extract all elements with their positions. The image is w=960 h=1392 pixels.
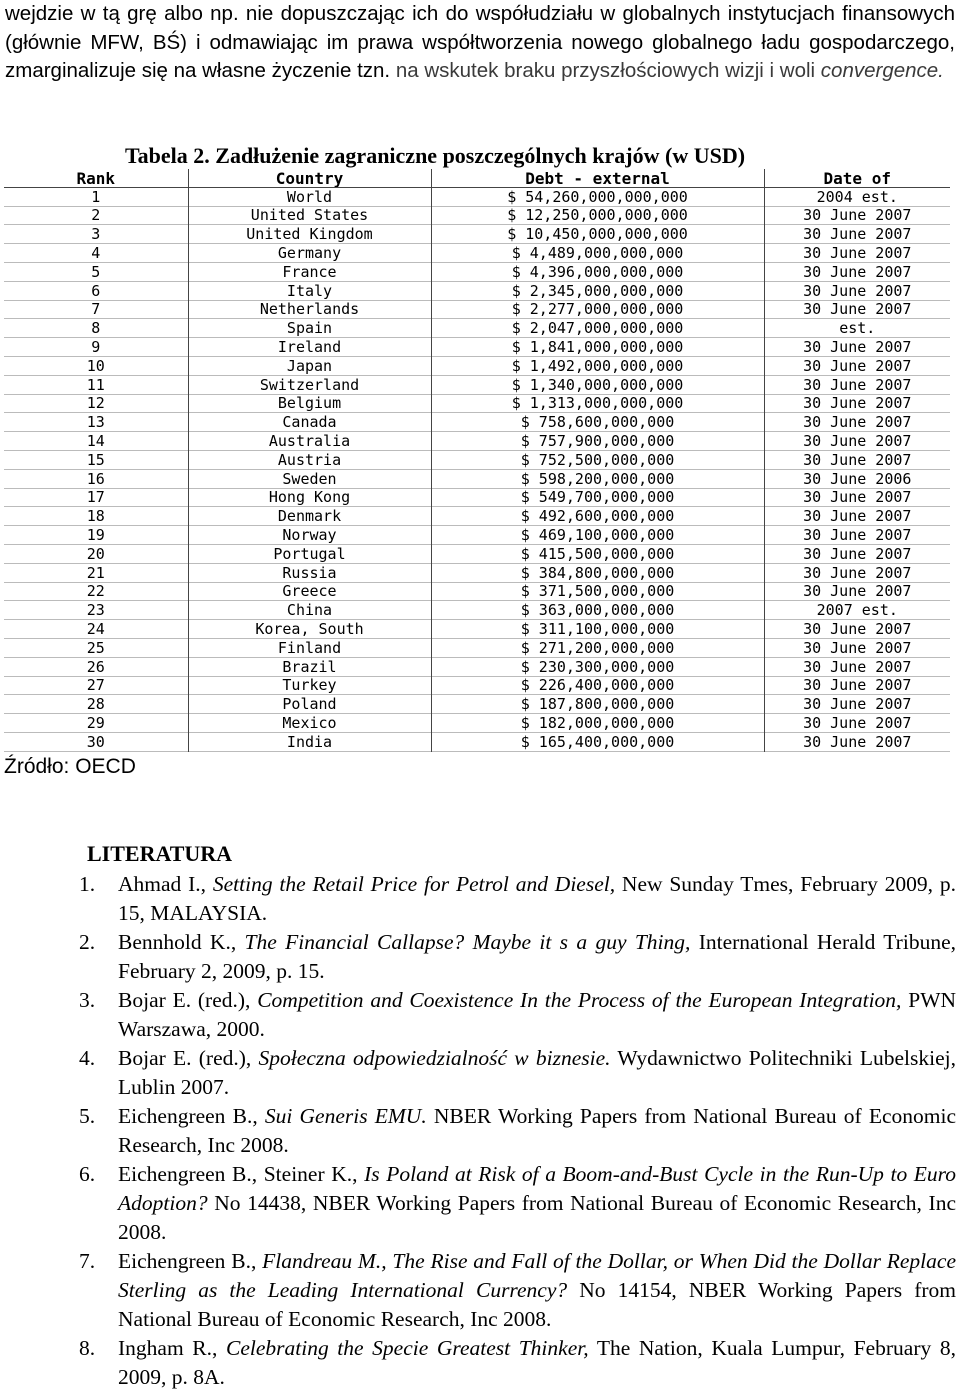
- country-cell: United Kingdom: [188, 225, 431, 244]
- debt-cell: $ 54,260,000,000,000: [431, 187, 764, 206]
- reference-title: Sui Generis EMU.: [264, 1104, 427, 1128]
- debt-cell: $ 549,700,000,000: [431, 488, 764, 507]
- date-cell: est.: [764, 319, 950, 338]
- rank-cell: 22: [4, 582, 188, 601]
- country-cell: Sweden: [188, 469, 431, 488]
- date-cell: 30 June 2007: [764, 695, 950, 714]
- table-row: [4, 657, 950, 676]
- debt-cell: $ 182,000,000,000: [431, 714, 764, 733]
- column-header-country: Country: [188, 169, 431, 187]
- table-row: [4, 638, 950, 657]
- country-cell: Ireland: [188, 338, 431, 357]
- reference-number: 4.: [79, 1046, 96, 1070]
- debt-cell: $ 1,340,000,000,000: [431, 375, 764, 394]
- table-row: [4, 300, 950, 319]
- intro-text: wejdzie w tą grę albo np. nie dopuszczając ich do współudziału w globalnych instytucjach finansowych (głównie MFW, BŚ) i odmawiając im prawa współtworzenia nowego globalnego ładu gospodarczego, zmarginalizuje się na własne życzenie tzn.: [5, 2, 955, 82]
- table-row: [4, 206, 950, 225]
- reference-title: Flandreau M., The Rise and Fall of the Dollar, or When Did the Dollar Replace Sterling as the Leading International Currency?: [118, 1249, 956, 1302]
- country-cell: Brazil: [188, 657, 431, 676]
- reference-author: Ingham R.,: [118, 1336, 218, 1360]
- reference-details: No 14154, NBER Working Papers from National Bureau of Economic Research, Inc 2008.: [118, 1278, 957, 1331]
- date-cell: 30 June 2007: [764, 657, 950, 676]
- country-cell: India: [188, 732, 431, 751]
- rank-cell: 17: [4, 488, 188, 507]
- table-row: [4, 281, 950, 300]
- reference-item: [0, 1102, 956, 1160]
- country-cell: Mexico: [188, 714, 431, 733]
- reference-title: Competition and Coexistence In the Process of the European Integration,: [257, 988, 902, 1012]
- country-cell: Japan: [188, 356, 431, 375]
- reference-item: [0, 1044, 956, 1102]
- country-cell: United States: [188, 206, 431, 225]
- country-cell: Netherlands: [188, 300, 431, 319]
- rank-cell: 10: [4, 356, 188, 375]
- rank-cell: 3: [4, 225, 188, 244]
- rank-cell: 16: [4, 469, 188, 488]
- rank-cell: 23: [4, 601, 188, 620]
- date-cell: 30 June 2007: [764, 375, 950, 394]
- country-cell: Spain: [188, 319, 431, 338]
- table-row: [4, 601, 950, 620]
- date-cell: 30 June 2007: [764, 732, 950, 751]
- table-row: [4, 450, 950, 469]
- references-list: [0, 870, 956, 1392]
- date-cell: 30 June 2007: [764, 413, 950, 432]
- date-cell: 30 June 2007: [764, 300, 950, 319]
- reference-title: Setting the Retail Price for Petrol and Diesel,: [212, 872, 616, 896]
- debt-cell: $ 2,277,000,000,000: [431, 300, 764, 319]
- reference-author: Eichengreen B.,: [118, 1104, 258, 1128]
- country-cell: Germany: [188, 244, 431, 263]
- country-cell: Poland: [188, 695, 431, 714]
- date-cell: 30 June 2007: [764, 432, 950, 451]
- reference-details: The Nation, Kuala Lumpur, February 8, 2009, p. 8A.: [118, 1336, 956, 1389]
- debt-cell: $ 1,492,000,000,000: [431, 356, 764, 375]
- rank-cell: 13: [4, 413, 188, 432]
- reference-details: NBER Working Papers from National Bureau of Economic Research, Inc 2008.: [118, 1104, 957, 1157]
- table-row: [4, 620, 950, 639]
- reference-author: Eichengreen B., Steiner K.,: [118, 1162, 358, 1186]
- country-cell: Australia: [188, 432, 431, 451]
- external-debt-table: [4, 169, 950, 752]
- literature-heading: LITERATURA: [87, 841, 233, 866]
- debt-cell: $ 311,100,000,000: [431, 620, 764, 639]
- reference-details: New Sunday Tmes, February 2009, p. 15, MALAYSIA.: [118, 872, 957, 925]
- reference-author: Bojar E. (red.),: [118, 1046, 252, 1070]
- debt-cell: $ 271,200,000,000: [431, 638, 764, 657]
- date-cell: 30 June 2007: [764, 563, 950, 582]
- table-row: [4, 244, 950, 263]
- table-caption: Tabela 2. Zadłużenie zagraniczne poszczególnych krajów (w USD): [125, 143, 746, 168]
- reference-number: 6.: [79, 1162, 96, 1186]
- country-cell: Portugal: [188, 544, 431, 563]
- table-row: [4, 544, 950, 563]
- debt-cell: $ 469,100,000,000: [431, 526, 764, 545]
- rank-cell: 4: [4, 244, 188, 263]
- country-cell: China: [188, 601, 431, 620]
- table-row: [4, 526, 950, 545]
- date-cell: 2004 est.: [764, 187, 950, 206]
- table-body: [4, 187, 950, 751]
- country-cell: Belgium: [188, 394, 431, 413]
- reference-number: 1.: [79, 872, 96, 896]
- table-row: [4, 507, 950, 526]
- date-cell: 30 June 2007: [764, 714, 950, 733]
- date-cell: 30 June 2007: [764, 225, 950, 244]
- reference-details: International Herald Tribune, February 2, 2009, p. 15.: [118, 930, 956, 983]
- date-cell: 30 June 2007: [764, 488, 950, 507]
- debt-cell: $ 4,396,000,000,000: [431, 262, 764, 281]
- date-cell: 30 June 2006: [764, 469, 950, 488]
- table-row: [4, 187, 950, 206]
- date-cell: 30 June 2007: [764, 394, 950, 413]
- country-cell: Denmark: [188, 507, 431, 526]
- intro-tail: na wskutek braku przyszłościowych wizji i woli: [395, 59, 816, 82]
- debt-cell: $ 384,800,000,000: [431, 563, 764, 582]
- rank-cell: 9: [4, 338, 188, 357]
- date-cell: 30 June 2007: [764, 544, 950, 563]
- date-cell: 30 June 2007: [764, 676, 950, 695]
- debt-cell: $ 226,400,000,000: [431, 676, 764, 695]
- rank-cell: 7: [4, 300, 188, 319]
- debt-cell: $ 1,313,000,000,000: [431, 394, 764, 413]
- reference-title: Is Poland at Risk of a Boom-and-Bust Cycle in the Run-Up to Euro Adoption?: [118, 1162, 957, 1215]
- table-row: [4, 432, 950, 451]
- date-cell: 30 June 2007: [764, 620, 950, 639]
- debt-cell: $ 598,200,000,000: [431, 469, 764, 488]
- reference-number: 7.: [79, 1249, 96, 1273]
- column-header-debt: Debt - external: [431, 169, 764, 187]
- reference-details: Wydawnictwo Politechniki Lubelskiej, Lublin 2007.: [118, 1046, 956, 1099]
- country-cell: Norway: [188, 526, 431, 545]
- table-row: [4, 695, 950, 714]
- reference-title: Celebrating the Specie Greatest Thinker,: [225, 1336, 589, 1360]
- country-cell: Korea, South: [188, 620, 431, 639]
- rank-cell: 19: [4, 526, 188, 545]
- country-cell: Switzerland: [188, 375, 431, 394]
- table-row: [4, 488, 950, 507]
- reference-number: 5.: [79, 1104, 96, 1128]
- debt-cell: $ 2,345,000,000,000: [431, 281, 764, 300]
- table-row: [4, 394, 950, 413]
- reference-details: PWN Warszawa, 2000.: [118, 988, 957, 1041]
- debt-cell: $ 12,250,000,000,000: [431, 206, 764, 225]
- country-cell: Russia: [188, 563, 431, 582]
- table-row: [4, 413, 950, 432]
- debt-cell: $ 492,600,000,000: [431, 507, 764, 526]
- rank-cell: 11: [4, 375, 188, 394]
- reference-title: The Financial Callapse? Maybe it s a guy Thing,: [244, 930, 691, 954]
- reference-author: Ahmad I.,: [118, 872, 207, 896]
- intro-paragraph: [5, 0, 955, 86]
- reference-item: [0, 928, 956, 986]
- rank-cell: 20: [4, 544, 188, 563]
- table-row: [4, 356, 950, 375]
- date-cell: 30 June 2007: [764, 526, 950, 545]
- rank-cell: 30: [4, 732, 188, 751]
- table-row: [4, 319, 950, 338]
- debt-cell: $ 752,500,000,000: [431, 450, 764, 469]
- table-row: [4, 375, 950, 394]
- date-cell: 30 June 2007: [764, 244, 950, 263]
- debt-cell: $ 165,400,000,000: [431, 732, 764, 751]
- date-cell: 30 June 2007: [764, 638, 950, 657]
- reference-details: No 14438, NBER Working Papers from National Bureau of Economic Research, Inc 2008.: [118, 1191, 956, 1244]
- country-cell: Finland: [188, 638, 431, 657]
- reference-author: Bojar E. (red.),: [118, 988, 251, 1012]
- column-header-rank: Rank: [4, 169, 188, 187]
- intro-tail-italic: convergence.: [820, 59, 944, 82]
- country-cell: World: [188, 187, 431, 206]
- date-cell: 2007 est.: [764, 601, 950, 620]
- date-cell: 30 June 2007: [764, 206, 950, 225]
- rank-cell: 15: [4, 450, 188, 469]
- debt-cell: $ 10,450,000,000,000: [431, 225, 764, 244]
- date-cell: 30 June 2007: [764, 262, 950, 281]
- country-cell: Turkey: [188, 676, 431, 695]
- reference-number: 3.: [79, 988, 96, 1012]
- reference-item: [0, 870, 956, 928]
- rank-cell: 8: [4, 319, 188, 338]
- rank-cell: 24: [4, 620, 188, 639]
- rank-cell: 12: [4, 394, 188, 413]
- rank-cell: 27: [4, 676, 188, 695]
- debt-cell: $ 758,600,000,000: [431, 413, 764, 432]
- debt-cell: $ 363,000,000,000: [431, 601, 764, 620]
- debt-cell: $ 230,300,000,000: [431, 657, 764, 676]
- reference-author: Eichengreen B.,: [118, 1249, 257, 1273]
- reference-item: [0, 986, 956, 1044]
- date-cell: 30 June 2007: [764, 582, 950, 601]
- table-source: Źródło: OECD: [4, 755, 136, 778]
- rank-cell: 18: [4, 507, 188, 526]
- debt-cell: $ 2,047,000,000,000: [431, 319, 764, 338]
- date-cell: 30 June 2007: [764, 507, 950, 526]
- rank-cell: 28: [4, 695, 188, 714]
- country-cell: Canada: [188, 413, 431, 432]
- column-header-date: Date of: [764, 169, 950, 187]
- rank-cell: 5: [4, 262, 188, 281]
- reference-number: 2.: [79, 930, 96, 954]
- rank-cell: 29: [4, 714, 188, 733]
- debt-cell: $ 371,500,000,000: [431, 582, 764, 601]
- table-row: [4, 338, 950, 357]
- debt-cell: $ 415,500,000,000: [431, 544, 764, 563]
- table-row: [4, 676, 950, 695]
- country-cell: Austria: [188, 450, 431, 469]
- table-header-row: [4, 169, 950, 187]
- rank-cell: 2: [4, 206, 188, 225]
- reference-author: Bennhold K.,: [118, 930, 237, 954]
- reference-item: [0, 1247, 956, 1334]
- rank-cell: 14: [4, 432, 188, 451]
- table-row: [4, 262, 950, 281]
- table-row: [4, 563, 950, 582]
- rank-cell: 6: [4, 281, 188, 300]
- country-cell: Italy: [188, 281, 431, 300]
- table-row: [4, 732, 950, 751]
- country-cell: Greece: [188, 582, 431, 601]
- debt-cell: $ 1,841,000,000,000: [431, 338, 764, 357]
- table-row: [4, 582, 950, 601]
- country-cell: Hong Kong: [188, 488, 431, 507]
- table-row: [4, 714, 950, 733]
- debt-cell: $ 757,900,000,000: [431, 432, 764, 451]
- rank-cell: 25: [4, 638, 188, 657]
- rank-cell: 21: [4, 563, 188, 582]
- table-row: [4, 225, 950, 244]
- table-row: [4, 469, 950, 488]
- rank-cell: 1: [4, 187, 188, 206]
- debt-cell: $ 187,800,000,000: [431, 695, 764, 714]
- date-cell: 30 June 2007: [764, 356, 950, 375]
- debt-cell: $ 4,489,000,000,000: [431, 244, 764, 263]
- rank-cell: 26: [4, 657, 188, 676]
- reference-item: [0, 1334, 956, 1392]
- date-cell: 30 June 2007: [764, 338, 950, 357]
- country-cell: France: [188, 262, 431, 281]
- date-cell: 30 June 2007: [764, 281, 950, 300]
- reference-title: Społeczna odpowiedzialność w biznesie.: [258, 1046, 611, 1070]
- date-cell: 30 June 2007: [764, 450, 950, 469]
- reference-item: [0, 1160, 956, 1247]
- reference-number: 8.: [79, 1336, 96, 1360]
